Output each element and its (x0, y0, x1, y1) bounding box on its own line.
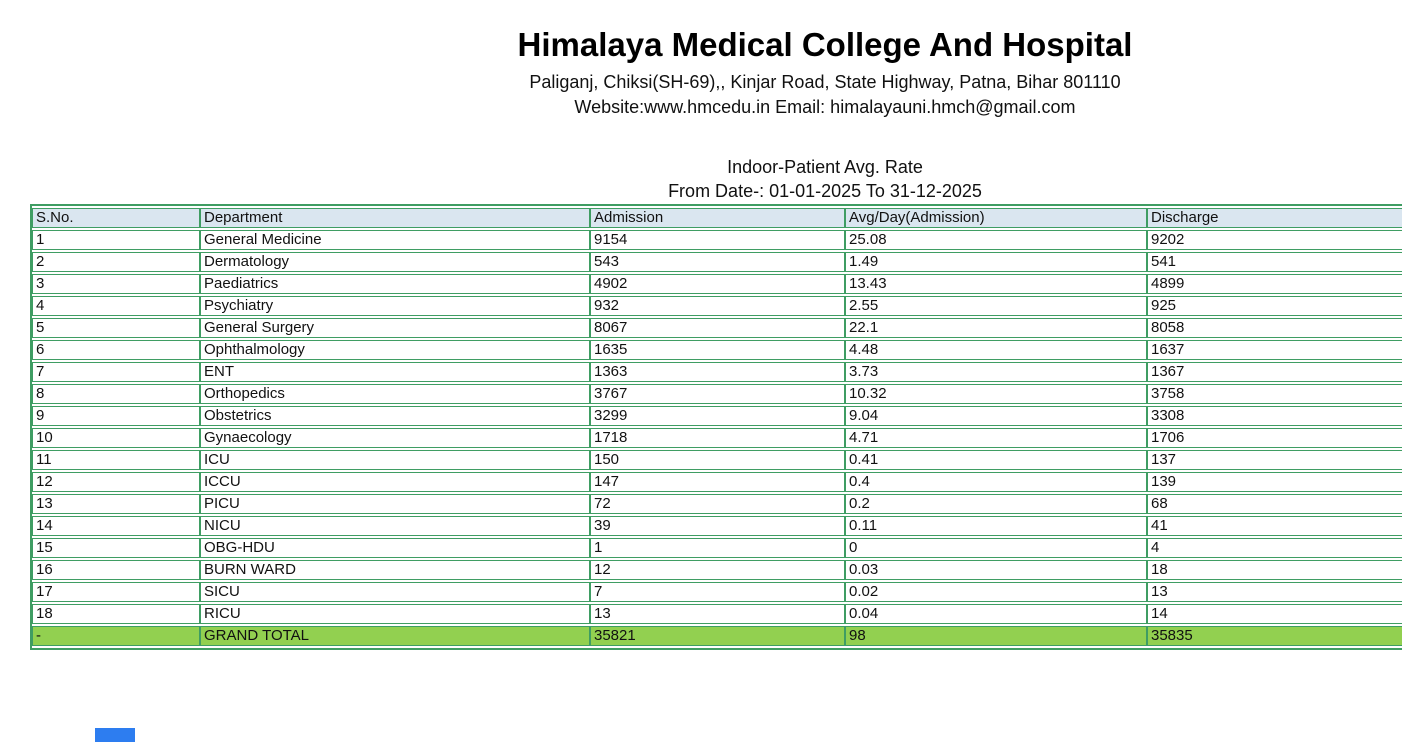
table-row (32, 384, 1402, 404)
cell-discharge: 35835 (1147, 626, 1402, 646)
cell-department: General Surgery (200, 318, 590, 338)
page-header (250, 26, 1400, 118)
hospital-address: Paliganj, Chiksi(SH-69),, Kinjar Road, State Highway, Patna, Bihar 801110 (529, 72, 1121, 92)
cell-admission: 543 (590, 252, 845, 272)
cell-admission: 12 (590, 560, 845, 580)
table-row (32, 516, 1402, 536)
cell-department: Obstetrics (200, 406, 590, 426)
table-row (32, 560, 1402, 580)
cell-discharge: 68 (1147, 494, 1402, 514)
cell-admission: 3767 (590, 384, 845, 404)
cell-sno: 17 (32, 582, 200, 602)
cell-avg-day: 0.41 (845, 450, 1147, 470)
cell-avg-day: 0.03 (845, 560, 1147, 580)
hospital-contact: Website:www.hmcedu.in Email: himalayauni.hmch@gmail.com (574, 97, 1076, 117)
cell-sno: 11 (32, 450, 200, 470)
cell-department: ENT (200, 362, 590, 382)
table-row (32, 494, 1402, 514)
table-row (32, 472, 1402, 492)
cell-avg-day: 0.02 (845, 582, 1147, 602)
cell-admission: 4902 (590, 274, 845, 294)
column-header-sno: S.No. (32, 208, 200, 228)
cell-discharge: 137 (1147, 450, 1402, 470)
table-row (32, 340, 1402, 360)
cell-department: General Medicine (200, 230, 590, 250)
table-row (32, 318, 1402, 338)
table-row (32, 604, 1402, 624)
cell-department: GRAND TOTAL (200, 626, 590, 646)
cell-admission: 1635 (590, 340, 845, 360)
cell-discharge: 1367 (1147, 362, 1402, 382)
table-row (32, 450, 1402, 470)
cell-discharge: 13 (1147, 582, 1402, 602)
table-row (32, 230, 1402, 250)
cell-admission: 150 (590, 450, 845, 470)
grand-total-row (32, 626, 1402, 646)
cell-discharge: 9202 (1147, 230, 1402, 250)
report-table-container (30, 204, 1402, 650)
cell-discharge: 3758 (1147, 384, 1402, 404)
cell-discharge: 14 (1147, 604, 1402, 624)
cell-discharge: 18 (1147, 560, 1402, 580)
table-row (32, 252, 1402, 272)
cell-avg-day: 0.04 (845, 604, 1147, 624)
cell-department: Gynaecology (200, 428, 590, 448)
report-date-range: From Date-: 01-01-2025 To 31-12-2025 (668, 181, 982, 201)
cell-department: Orthopedics (200, 384, 590, 404)
table-row (32, 274, 1402, 294)
cell-avg-day: 98 (845, 626, 1147, 646)
cell-sno: 2 (32, 252, 200, 272)
cell-sno: 15 (32, 538, 200, 558)
cell-discharge: 4 (1147, 538, 1402, 558)
cell-department: Ophthalmology (200, 340, 590, 360)
table-row (32, 296, 1402, 316)
cell-sno: 12 (32, 472, 200, 492)
cell-sno: 5 (32, 318, 200, 338)
bottom-blue-bar (95, 728, 135, 742)
hospital-title: Himalaya Medical College And Hospital (517, 26, 1133, 63)
cell-avg-day: 3.73 (845, 362, 1147, 382)
table-row (32, 406, 1402, 426)
cell-sno: 18 (32, 604, 200, 624)
cell-department: SICU (200, 582, 590, 602)
cell-admission: 1 (590, 538, 845, 558)
cell-admission: 932 (590, 296, 845, 316)
cell-admission: 7 (590, 582, 845, 602)
cell-sno: 13 (32, 494, 200, 514)
cell-discharge: 1706 (1147, 428, 1402, 448)
table-row (32, 428, 1402, 448)
cell-sno: 1 (32, 230, 200, 250)
cell-avg-day: 1.49 (845, 252, 1147, 272)
column-header-avg-day: Avg/Day(Admission) (845, 208, 1147, 228)
cell-sno: 6 (32, 340, 200, 360)
column-header-admission: Admission (590, 208, 845, 228)
table-body (32, 230, 1402, 646)
cell-sno: 10 (32, 428, 200, 448)
cell-discharge: 41 (1147, 516, 1402, 536)
cell-department: PICU (200, 494, 590, 514)
cell-sno: 7 (32, 362, 200, 382)
cell-sno: 14 (32, 516, 200, 536)
cell-department: BURN WARD (200, 560, 590, 580)
cell-avg-day: 10.32 (845, 384, 1147, 404)
report-title: Indoor-Patient Avg. Rate (727, 157, 923, 177)
cell-discharge: 8058 (1147, 318, 1402, 338)
cell-discharge: 925 (1147, 296, 1402, 316)
cell-discharge: 1637 (1147, 340, 1402, 360)
cell-admission: 13 (590, 604, 845, 624)
cell-admission: 72 (590, 494, 845, 514)
cell-admission: 39 (590, 516, 845, 536)
cell-discharge: 4899 (1147, 274, 1402, 294)
cell-discharge: 3308 (1147, 406, 1402, 426)
table-row (32, 362, 1402, 382)
report-head (250, 155, 1400, 203)
cell-sno: 8 (32, 384, 200, 404)
cell-sno: 16 (32, 560, 200, 580)
cell-admission: 9154 (590, 230, 845, 250)
cell-avg-day: 25.08 (845, 230, 1147, 250)
cell-avg-day: 13.43 (845, 274, 1147, 294)
cell-avg-day: 0.2 (845, 494, 1147, 514)
cell-avg-day: 4.48 (845, 340, 1147, 360)
table-row (32, 582, 1402, 602)
report-table (30, 204, 1402, 650)
cell-avg-day: 0.4 (845, 472, 1147, 492)
cell-admission: 8067 (590, 318, 845, 338)
cell-discharge: 541 (1147, 252, 1402, 272)
table-header-row (32, 208, 1402, 228)
cell-sno: 9 (32, 406, 200, 426)
cell-avg-day: 22.1 (845, 318, 1147, 338)
cell-sno: 4 (32, 296, 200, 316)
cell-sno: - (32, 626, 200, 646)
cell-avg-day: 2.55 (845, 296, 1147, 316)
cell-department: Psychiatry (200, 296, 590, 316)
cell-admission: 147 (590, 472, 845, 492)
cell-sno: 3 (32, 274, 200, 294)
table-row (32, 538, 1402, 558)
cell-department: NICU (200, 516, 590, 536)
column-header-discharge: Discharge (1147, 208, 1402, 228)
cell-department: Paediatrics (200, 274, 590, 294)
cell-admission: 35821 (590, 626, 845, 646)
column-header-department: Department (200, 208, 590, 228)
cell-avg-day: 0 (845, 538, 1147, 558)
cell-avg-day: 9.04 (845, 406, 1147, 426)
cell-admission: 1718 (590, 428, 845, 448)
cell-department: ICU (200, 450, 590, 470)
cell-admission: 1363 (590, 362, 845, 382)
cell-department: RICU (200, 604, 590, 624)
cell-avg-day: 4.71 (845, 428, 1147, 448)
cell-department: ICCU (200, 472, 590, 492)
cell-discharge: 139 (1147, 472, 1402, 492)
cell-avg-day: 0.11 (845, 516, 1147, 536)
cell-department: Dermatology (200, 252, 590, 272)
cell-admission: 3299 (590, 406, 845, 426)
cell-department: OBG-HDU (200, 538, 590, 558)
